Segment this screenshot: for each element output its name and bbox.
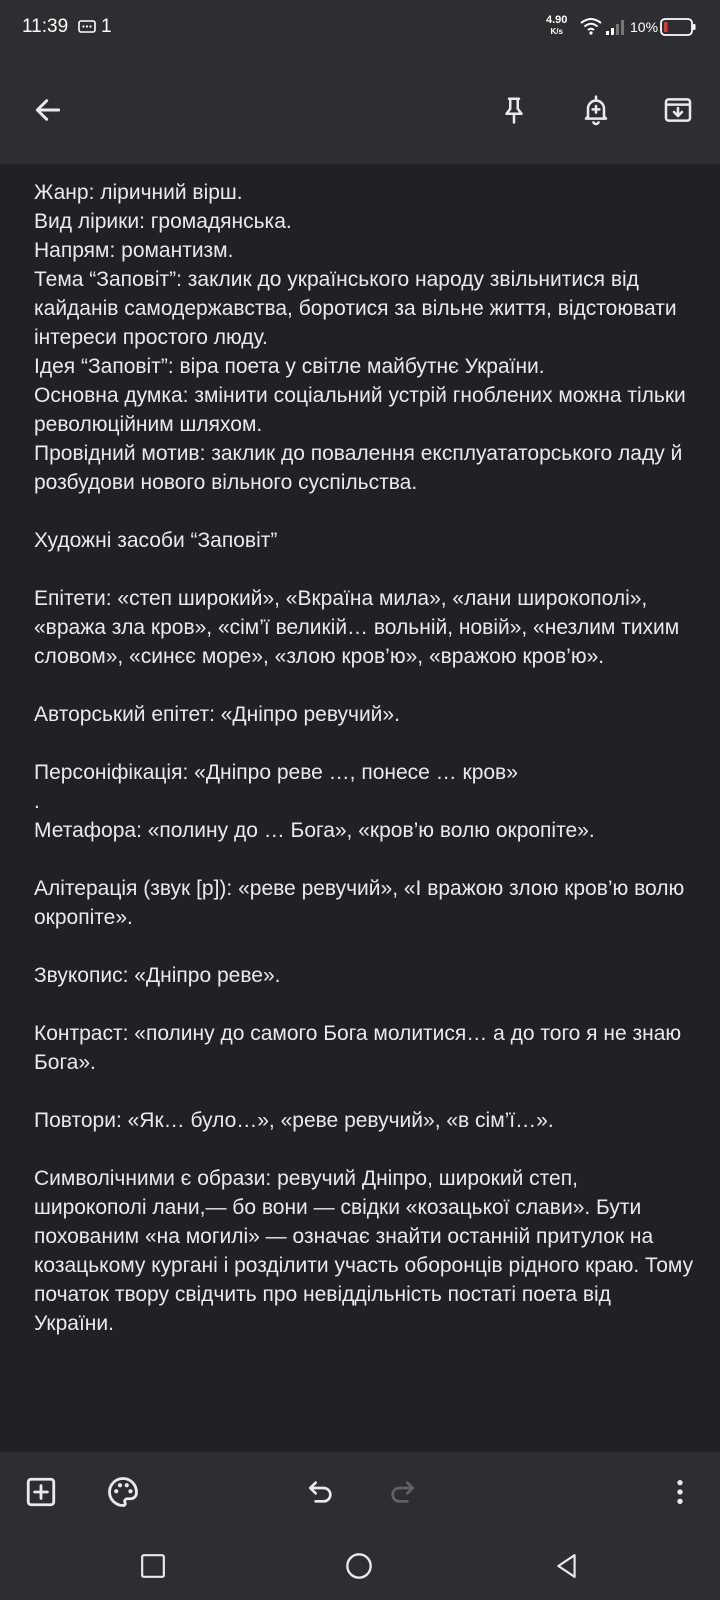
speed-unit: K/s: [550, 27, 563, 36]
back-button[interactable]: [24, 86, 72, 134]
speed-value: 4.90: [546, 14, 568, 26]
add-box-icon: [24, 1475, 58, 1509]
archive-icon: [662, 94, 694, 126]
square-icon: [140, 1553, 166, 1579]
signal-icon: [604, 18, 626, 36]
system-nav-bar: [0, 1532, 720, 1600]
pin-button[interactable]: [490, 86, 538, 134]
more-options-button[interactable]: [656, 1468, 704, 1516]
palette-button[interactable]: [99, 1468, 147, 1516]
add-alert-icon: [580, 94, 612, 126]
redo-icon: [386, 1476, 418, 1508]
nav-back-button[interactable]: [545, 1544, 589, 1588]
undo-button[interactable]: [297, 1468, 345, 1516]
note-bottom-bar: [0, 1452, 720, 1532]
redo-button[interactable]: [378, 1468, 426, 1516]
wifi-icon: [580, 17, 602, 35]
triangle-back-icon: [554, 1553, 580, 1579]
pin-icon: [499, 95, 529, 125]
message-icon: [78, 20, 96, 34]
notification-count: 1: [101, 16, 112, 37]
more-vert-icon: [664, 1476, 696, 1508]
note-body-text[interactable]: Жанр: ліричний вірш. Вид лірики: громадянська. Напрям: романтизм. Тема “Заповіт”: заклик до українського народу звільнитися від кайданів самодержавства, боротися за вільне життя, відстоювати інтереси простого люду. Ідея “Заповіт”: віра поета у світле майбутнє України. Основна думка: змінити соціальний устрій гноблених можна тільки революційним шляхом. Провідний мотив: заклик до повалення експлуататорського ладу й розбудови нового вільного суспільства. Художні засоби “Заповіт” Епітети: «степ широкий», «Вкраїна мила», «лани широкополі», «вража зла кров», «сім’ї великій… вольній, новій», «незлим тихим словом», «синєє море», «злою кров’ю», «вражою кров’ю». Авторський епітет: «Дніпро ревучий». Персоніфікація: «Дніпро реве …, понесе … кров» . Метафора: «полину до … Бога», «кров’ю волю окропіте». Алітерація (звук [р]): «реве ревучий», «І вражою злою кров’ю волю окропіте». Звукопис: «Дніпро реве». Контраст: «полину до самого Бога молитися… а до того я не знаю Бога». Повтори: «Як… було…», «реве ревучий», «в сім’ї…». Символічними є образи: ревучий Дніпро, широкий степ, широкополі лани,— бо вони — свідки «козацької слави». Бути похованим «на могилі» — означає знайти останній притулок на козацькому кургані і розділити участь оборонців рідного краю. Тому початок твору свідчить про невіддільність постаті поета від України.: [34, 181, 694, 1335]
network-speed: [546, 15, 567, 37]
battery-percent: 10%: [630, 19, 659, 35]
archive-button[interactable]: [654, 86, 702, 134]
undo-icon: [305, 1476, 337, 1508]
arrow-back-icon: [32, 94, 64, 126]
circle-icon: [345, 1552, 373, 1580]
note-toolbar: [0, 58, 720, 164]
status-bar: [0, 0, 720, 58]
palette-icon: [105, 1474, 141, 1510]
status-time: 11:39: [22, 16, 69, 37]
reminder-button[interactable]: [572, 86, 620, 134]
recent-apps-button[interactable]: [131, 1544, 175, 1588]
battery-icon: [660, 18, 696, 36]
add-button[interactable]: [17, 1468, 65, 1516]
home-button[interactable]: [337, 1544, 381, 1588]
